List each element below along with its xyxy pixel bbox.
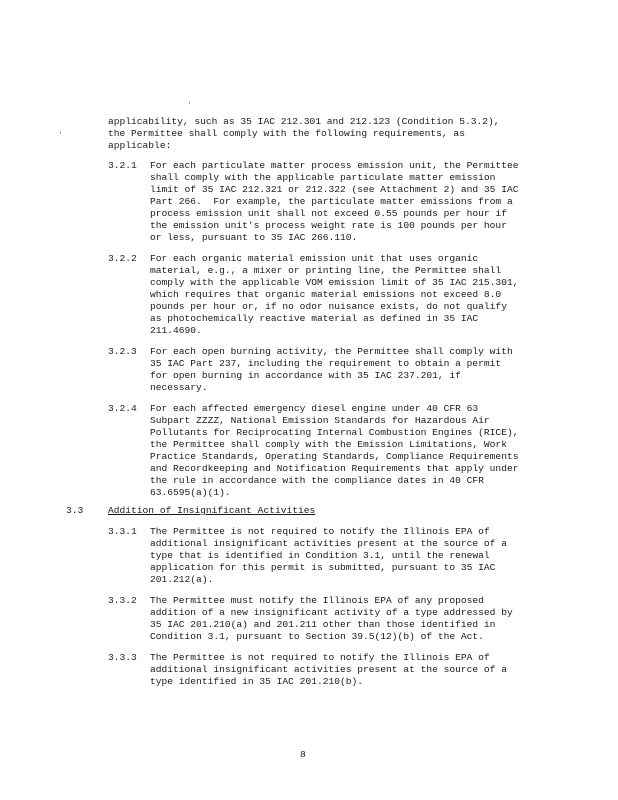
condition-number: 3.3.1 (108, 526, 137, 537)
condition-text: Condition 3.1, pursuant to Section 39.5(12)(b) of the Act. (150, 631, 484, 642)
condition-text: 63.6595(a)(1). (150, 487, 231, 498)
condition-text: addition of a new insignificant activity of a type addressed by (150, 607, 513, 618)
condition-text: material, e.g., a mixer or printing line, the Permittee shall (150, 265, 502, 276)
section-number: 3.3 (66, 505, 84, 516)
scan-speck: · (187, 99, 192, 108)
condition-text: 201.212(a). (150, 574, 214, 585)
condition-text: The Permittee is not required to notify the Illinois EPA of (150, 526, 490, 537)
condition-text: pounds per hour or, if no odor nuisance exists, do not qualify (150, 301, 507, 312)
condition-number: 3.2.1 (108, 160, 137, 171)
page-number: 8 (300, 749, 306, 760)
condition-text: process emission unit shall not exceed 0.55 pounds per hour if (150, 208, 507, 219)
condition-text: For each affected emergency diesel engine under 40 CFR 63 (150, 403, 479, 414)
section-heading: Addition of Insignificant Activities (108, 505, 316, 516)
scan-speck: · (58, 129, 63, 138)
condition-text: for open burning in accordance with 35 IAC 237.201, if (150, 370, 461, 381)
condition-number: 3.2.4 (108, 403, 137, 414)
condition-text: the rule in accordance with the compliance dates in 40 CFR (150, 475, 484, 486)
condition-text: For each organic material emission unit that uses organic (150, 253, 479, 264)
condition-text: 35 IAC Part 237, including the requirement to obtain a permit (150, 358, 502, 369)
condition-text: The Permittee is not required to notify the Illinois EPA of (150, 652, 490, 663)
condition-text: application for this permit is submitted, pursuant to 35 IAC (150, 562, 496, 573)
condition-text: type that is identified in Condition 3.1, until the renewal (150, 550, 490, 561)
condition-text: type identified in 35 IAC 201.210(b). (150, 676, 364, 687)
intro-line: the Permittee shall comply with the following requirements, as (108, 128, 465, 139)
condition-number: 3.3.2 (108, 595, 137, 606)
condition-number: 3.2.3 (108, 346, 137, 357)
condition-number: 3.3.3 (108, 652, 137, 663)
intro-line: applicability, such as 35 IAC 212.301 and 212.123 (Condition 5.3.2), (108, 116, 500, 127)
condition-text: 35 IAC 201.210(a) and 201.211 other than those identified in (150, 619, 496, 630)
condition-text: the Permittee shall comply with the Emission Limitations, Work (150, 439, 507, 450)
condition-text: and Recordkeeping and Notification Requirements that apply under (150, 463, 519, 474)
condition-text: For each open burning activity, the Permittee shall comply with (150, 346, 513, 357)
condition-text: Pollutants for Reciprocating Internal Combustion Engines (RICE), (150, 427, 519, 438)
condition-number: 3.2.2 (108, 253, 137, 264)
condition-text: shall comply with the applicable particulate matter emission (150, 172, 496, 183)
condition-text: comply with the applicable VOM emission limit of 35 IAC 215.301, (150, 277, 519, 288)
condition-text: as photochemically reactive material as defined in 35 IAC (150, 313, 479, 324)
condition-text: the emission unit's process weight rate is 100 pounds per hour (150, 220, 507, 231)
condition-text: additional insignificant activities present at the source of a (150, 664, 507, 675)
condition-text: additional insignificant activities present at the source of a (150, 538, 507, 549)
condition-text: necessary. (150, 382, 208, 393)
condition-text: which requires that organic material emissions not exceed 8.0 (150, 289, 502, 300)
condition-text: 211.4690. (150, 325, 202, 336)
condition-text: Practice Standards, Operating Standards, Compliance Requirements (150, 451, 519, 462)
intro-line: applicable: (108, 140, 172, 151)
condition-text: Part 266. For example, the particulate matter emissions from a (150, 196, 513, 207)
condition-text: or less, pursuant to 35 IAC 266.110. (150, 232, 358, 243)
condition-text: For each particulate matter process emission unit, the Permittee (150, 160, 519, 171)
condition-text: Subpart ZZZZ, National Emission Standards for Hazardous Air (150, 415, 490, 426)
condition-text: limit of 35 IAC 212.321 or 212.322 (see Attachment 2) and 35 IAC (150, 184, 519, 195)
condition-text: The Permittee must notify the Illinois EPA of any proposed (150, 595, 484, 606)
